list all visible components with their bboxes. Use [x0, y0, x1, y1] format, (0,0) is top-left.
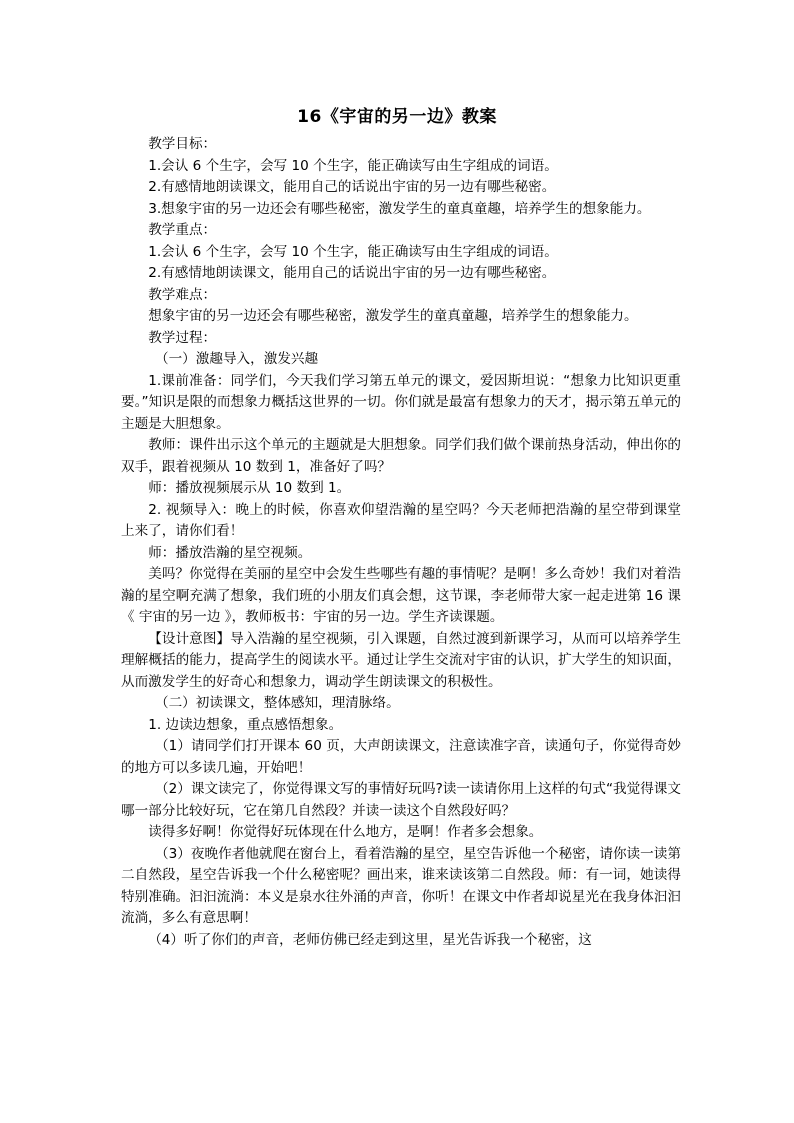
- paragraph: 1.会认 6 个生字，会写 10 个生字，能正确读写由生字组成的词语。: [148, 243, 558, 260]
- paragraph: 师：播放浩瀚的星空视频。: [148, 544, 312, 561]
- paragraph: 想象宇宙的另一边还会有哪些秘密，激发学生的童真童趣，培养学生的想象能力。: [148, 308, 638, 324]
- paragraph: （4）听了你们的声音，老师仿佛已经走到这里，星光告诉我一个秘密，这: [148, 931, 592, 948]
- section-heading: （二）初读课文，整体感知，理清脉络。: [155, 695, 400, 711]
- design-intent-paragraph: 【设计意图】导入浩瀚的星空视频，引入课题，自然过渡到新课学习，从而可以培养学生理解概括的能力，提高学生的阅读水平。通过让学生交流对宇宙的认识，扩大学生的知识面，从而激发学生的好奇心和想象力，调动学生朗读课文的积极性。: [121, 630, 681, 690]
- paragraph: 2.有感情地朗读课文，能用自己的话说出宇宙的另一边有哪些秘密。: [148, 179, 556, 195]
- paragraph: 1.课前准备：同学们，今天我们学习第五单元的课文，爱因斯坦说：“想象力比知识更重要。”知识是限的而想象力概括这世界的一切。你们就是最富有想象力的天才，揭示第五单元的主题是大胆想象。: [121, 372, 681, 432]
- paragraph: 3.想象宇宙的另一边还会有哪些秘密，激发学生的童真童趣，培养学生的想象能力。: [148, 200, 651, 217]
- heading-process: 教学过程：: [148, 329, 217, 346]
- document-title: 16《宇宙的另一边》教案: [297, 107, 497, 127]
- paragraph: 美吗？你觉得在美丽的星空中会发生些哪些有趣的事情呢？是啊！多么奇妙！我们对着浩瀚的星空啊充满了想象，我们班的小朋友们真会想，这节课，李老师带大家一起走进第 16 课《 宇宙的另一边 》，教师板书：宇宙的另一边。学生齐读课题。: [121, 566, 681, 625]
- document-body: [121, 134, 681, 951]
- section-heading: （一）激趣导入，激发兴趣: [155, 351, 319, 367]
- paragraph: 2. 视频导入：晚上的时候，你喜欢仰望浩瀚的星空吗？今天老师把浩瀚的星空带到课堂上来了，请你们看！: [121, 501, 681, 539]
- paragraph: 教师：课件出示这个单元的主题就是大胆想象。同学们我们做个课前热身活动，伸出你的双手，跟着视频从 10 数到 1，准备好了吗？: [121, 437, 681, 475]
- paragraph: 1. 边读边想象，重点感悟想象。: [148, 716, 343, 733]
- paragraph: 读得多好啊！你觉得好玩体现在什么地方，是啊！作者多会想象。: [148, 824, 543, 840]
- heading-difficulties: 教学难点：: [148, 286, 217, 303]
- paragraph: 师：播放视频展示从 10 数到 1。: [148, 480, 351, 496]
- paragraph: 2.有感情地朗读课文，能用自己的话说出宇宙的另一边有哪些秘密。: [148, 265, 556, 281]
- heading-objectives: 教学目标：: [148, 136, 217, 152]
- paragraph: （3）夜晚作者他就爬在窗台上，看着浩瀚的星空，星空告诉他一个秘密，请你读一读第二自然段，星空告诉我一个什么秘密呢？画出来，谁来读该第二自然段。师：有一词，她读得特别准确。汩汩流淌：本义是泉水往外涌的声音，你听！在课文中作者却说星光在我身体汩汩流淌，多么有意思啊！: [121, 845, 681, 926]
- paragraph: （1）请同学们打开课本 60 页，大声朗读课文，注意读准字音，读通句子，你觉得奇妙的地方可以多读几遍，开始吧！: [121, 738, 681, 776]
- paragraph: 1.会认 6 个生字，会写 10 个生字，能正确读写由生字组成的词语。: [148, 157, 558, 174]
- paragraph: （2）课文读完了，你觉得课文写的事情好玩吗?读一读请你用上这样的句式“我觉得课文哪一部分比较好玩，它在第几自然段？并读一读这个自然段好吗？: [121, 781, 681, 819]
- heading-key-points: 教学重点：: [148, 222, 217, 238]
